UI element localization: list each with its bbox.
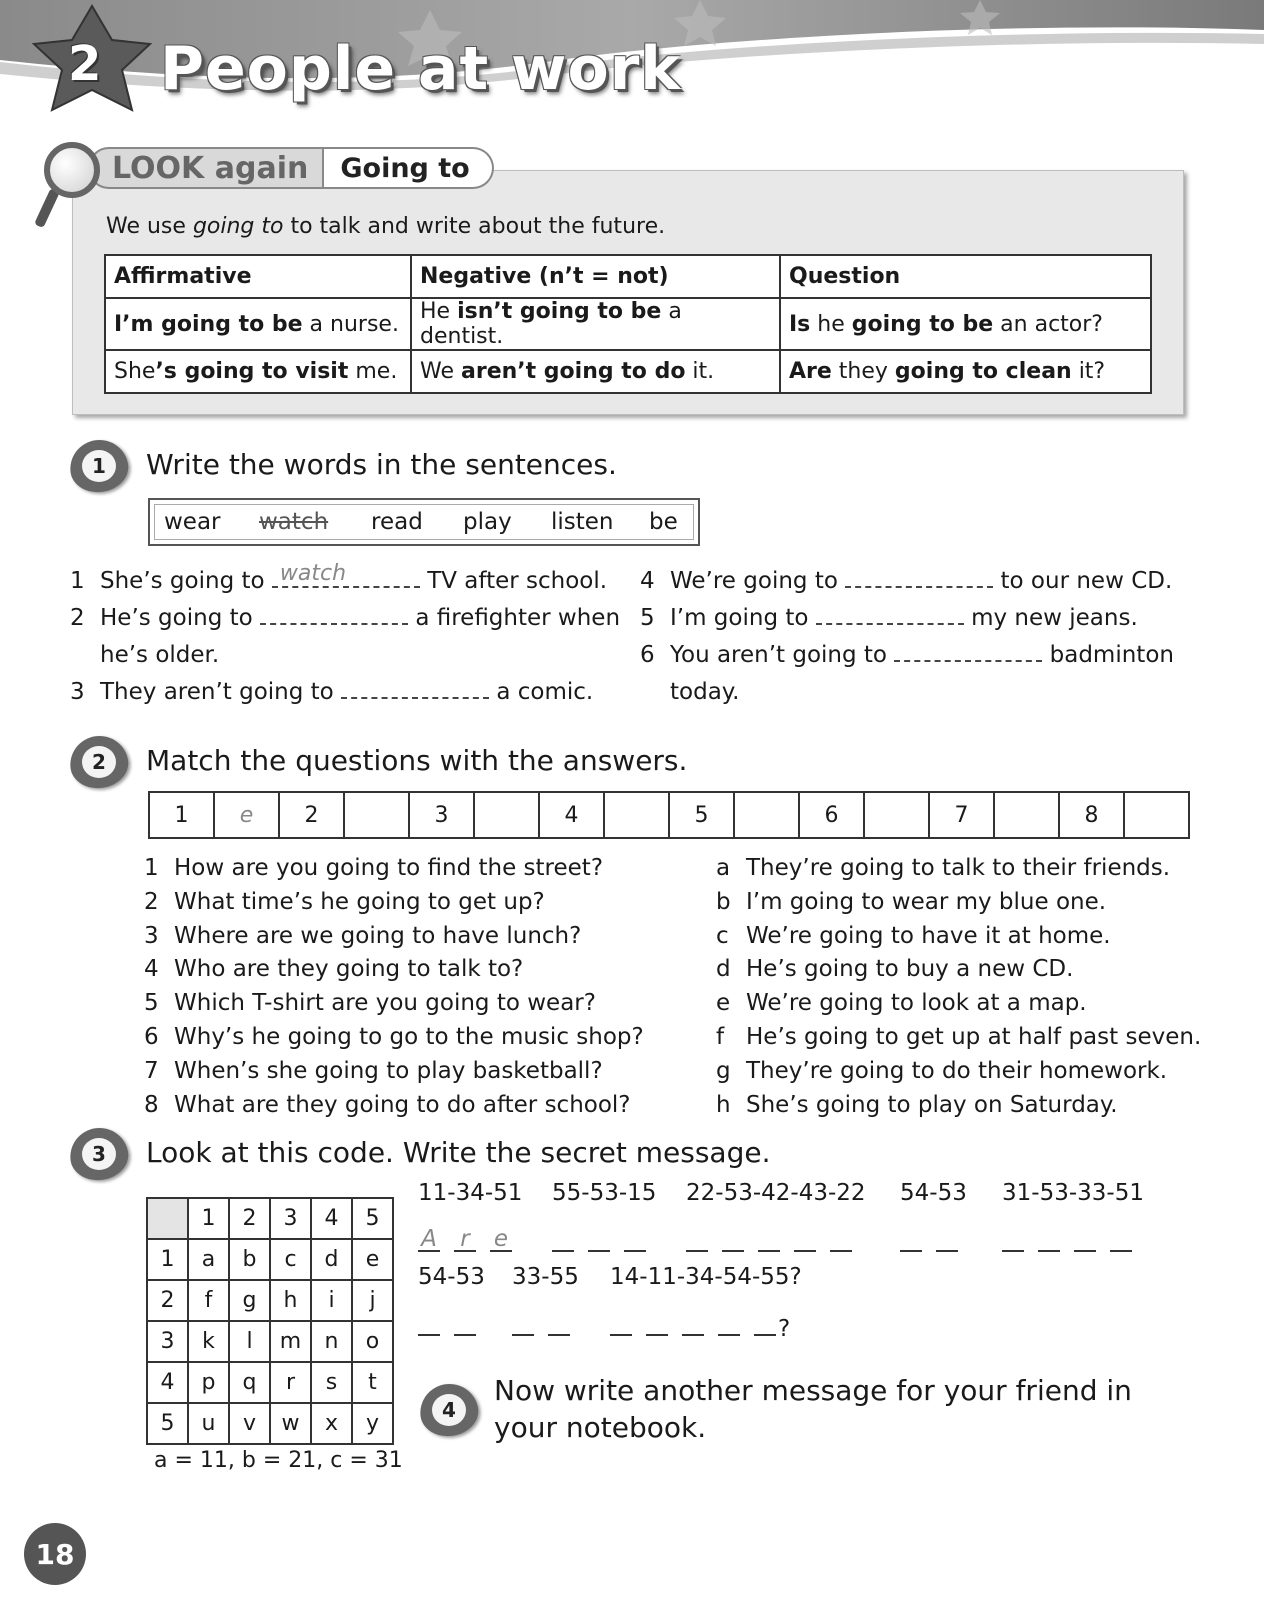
- code-word: 55-53-15: [552, 1180, 657, 1206]
- exercise-1-badge: 1: [70, 440, 128, 492]
- sentence-2-continued: he’s older.: [100, 642, 220, 668]
- list-item: 3 Where are we going to have lunch?: [144, 922, 582, 949]
- code-letter: c: [270, 1239, 311, 1280]
- list-item: 1 How are you going to find the street?: [144, 855, 604, 881]
- grammar-cell: Are they going to clean it?: [780, 350, 1151, 393]
- code-row-header: 2: [147, 1280, 188, 1321]
- code-word: 54-53: [418, 1264, 485, 1290]
- answer-blank[interactable]: watch: [272, 568, 420, 588]
- code-word: 14-11-34-54-55?: [610, 1264, 802, 1290]
- sentence-6-continued: today.: [670, 679, 740, 705]
- code-row-header: 5: [147, 1403, 188, 1444]
- grammar-cell: We aren’t going to do it.: [411, 350, 780, 393]
- code-letter: k: [188, 1321, 229, 1362]
- match-number: 8: [1059, 792, 1124, 838]
- answer-blank[interactable]: [341, 679, 489, 699]
- sentence-6: 6 You aren’t going to badminton: [640, 642, 1174, 668]
- list-item: 8 What are they going to do after school?: [144, 1091, 631, 1118]
- sentence-4: 4 We’re going to to our new CD.: [640, 568, 1173, 594]
- match-answer-cell[interactable]: [474, 792, 539, 838]
- answer-list: [716, 852, 1201, 1122]
- code-letter: i: [311, 1280, 352, 1321]
- look-again-intro: We use going to to talk and write about the future.: [106, 214, 666, 239]
- code-word: 11-34-51: [418, 1180, 523, 1206]
- list-item: 4 Who are they going to talk to?: [144, 956, 524, 983]
- match-number: 7: [929, 792, 994, 838]
- list-item: g They’re going to do their homework.: [716, 1057, 1168, 1084]
- answer-slots[interactable]: [418, 1310, 490, 1342]
- list-item: 7 When’s she going to play basketball?: [144, 1057, 603, 1084]
- match-answer-cell[interactable]: [344, 792, 409, 838]
- code-letter: g: [229, 1280, 270, 1321]
- code-hint: a = 11, b = 21, c = 31: [154, 1448, 403, 1473]
- code-letter: o: [352, 1321, 393, 1362]
- grammar-cell: I’m going to be a nurse.: [105, 298, 411, 350]
- exercise-2-title: Match the questions with the answers.: [146, 744, 688, 777]
- col-negative: Negative (n’t = not): [411, 255, 780, 298]
- word-bank-item: play: [463, 509, 512, 535]
- answer-slots[interactable]: [552, 1226, 660, 1258]
- magnifier-icon: [44, 142, 100, 198]
- code-letter: s: [311, 1362, 352, 1403]
- answer-slots[interactable]: [900, 1226, 972, 1258]
- list-item: f He’s going to get up at half past seven.: [716, 1023, 1202, 1050]
- code-letter: y: [352, 1403, 393, 1444]
- code-row-header: 4: [147, 1362, 188, 1403]
- word-bank-item: be: [649, 509, 678, 535]
- word-bank-item: read: [371, 509, 423, 535]
- match-number: 1: [149, 792, 214, 838]
- code-word: 31-53-33-51: [1002, 1180, 1144, 1206]
- list-item: b I’m going to wear my blue one.: [716, 888, 1107, 915]
- code-letter: r: [270, 1362, 311, 1403]
- code-letter: v: [229, 1403, 270, 1444]
- answer-blank[interactable]: [816, 605, 964, 625]
- exercise-3-title: Look at this code. Write the secret message.: [146, 1136, 771, 1169]
- answer-blank[interactable]: [894, 642, 1042, 662]
- code-grid: [146, 1197, 394, 1445]
- grammar-header-row: [105, 255, 1151, 298]
- list-item: d He’s going to buy a new CD.: [716, 956, 1074, 983]
- grammar-cell: Is he going to be an actor?: [780, 298, 1151, 350]
- code-letter: e: [352, 1239, 393, 1280]
- exercise-1-title: Write the words in the sentences.: [146, 448, 617, 481]
- code-letter: l: [229, 1321, 270, 1362]
- code-letter: w: [270, 1403, 311, 1444]
- grammar-table: [104, 254, 1152, 394]
- grammar-row: [105, 350, 1151, 393]
- match-number: 3: [409, 792, 474, 838]
- code-col-header: 4: [311, 1198, 352, 1239]
- answer-slots[interactable]: A r e: [418, 1226, 526, 1252]
- code-word: 54-53: [900, 1180, 967, 1206]
- match-number: 5: [669, 792, 734, 838]
- code-letter: j: [352, 1280, 393, 1321]
- exercise-3-badge: 3: [70, 1128, 128, 1180]
- code-row-header: 3: [147, 1321, 188, 1362]
- code-letter: p: [188, 1362, 229, 1403]
- look-again-tab: [60, 146, 494, 190]
- match-number: 2: [279, 792, 344, 838]
- match-answer-cell[interactable]: [604, 792, 669, 838]
- list-item: c We’re going to have it at home.: [716, 922, 1111, 949]
- code-letter: m: [270, 1321, 311, 1362]
- col-affirmative: Affirmative: [105, 255, 411, 298]
- code-word: 33-55: [512, 1264, 579, 1290]
- list-item: 2 What time’s he going to get up?: [144, 888, 545, 915]
- code-col-header: 2: [229, 1198, 270, 1239]
- code-row-header: 1: [147, 1239, 188, 1280]
- code-letter: n: [311, 1321, 352, 1362]
- code-col-header: 3: [270, 1198, 311, 1239]
- answer-slots[interactable]: [1002, 1226, 1146, 1258]
- answer-blank[interactable]: [845, 568, 993, 588]
- word-bank-item: listen: [551, 509, 614, 535]
- question-list: [144, 852, 644, 1122]
- list-item: 5 Which T-shirt are you going to wear?: [144, 990, 596, 1017]
- match-answer-cell[interactable]: [734, 792, 799, 838]
- question-mark: ?: [778, 1316, 795, 1342]
- word-bank-item-used: watch: [259, 509, 329, 535]
- code-letter: f: [188, 1280, 229, 1321]
- word-bank: [148, 498, 700, 546]
- answer-slots[interactable]: [512, 1310, 584, 1342]
- sentence-1: 1 She’s going to watch TV after school.: [70, 561, 608, 594]
- grammar-row: [105, 298, 1151, 350]
- code-letter: h: [270, 1280, 311, 1321]
- page-number: 18: [24, 1523, 86, 1585]
- look-again-topic: Going to: [324, 147, 493, 189]
- answer-blank[interactable]: [260, 605, 408, 625]
- code-letter: x: [311, 1403, 352, 1444]
- list-item: h She’s going to play on Saturday.: [716, 1091, 1118, 1118]
- code-letter: b: [229, 1239, 270, 1280]
- list-item: 6 Why’s he going to go to the music shop?: [144, 1023, 644, 1050]
- magnifier-handle-icon: [34, 188, 60, 228]
- code-letter: q: [229, 1362, 270, 1403]
- exercise-4-badge: 4: [420, 1384, 478, 1436]
- list-item: e We’re going to look at a map.: [716, 990, 1087, 1017]
- sentence-5: 5 I’m going to my new jeans.: [640, 605, 1138, 631]
- match-number: 6: [799, 792, 864, 838]
- code-letter: u: [188, 1403, 229, 1444]
- answer-slots[interactable]: [610, 1310, 794, 1342]
- match-answer-cell[interactable]: e: [214, 792, 279, 838]
- answer-slots[interactable]: [686, 1226, 866, 1258]
- code-letter: t: [352, 1362, 393, 1403]
- exercise-2-badge: 2: [70, 736, 128, 788]
- code-col-header: 5: [352, 1198, 393, 1239]
- match-answer-cell[interactable]: [1124, 792, 1189, 838]
- grammar-cell: He isn’t going to be a dentist.: [411, 298, 780, 350]
- sentence-3: 3 They aren’t going to a comic.: [70, 679, 594, 705]
- grammar-cell: She’s going to visit me.: [105, 350, 411, 393]
- match-number: 4: [539, 792, 604, 838]
- exercise-4-title: Now write another message for your friend in your notebook.: [494, 1374, 1132, 1444]
- match-answer-cell[interactable]: [994, 792, 1059, 838]
- word-bank-item: wear: [164, 509, 221, 535]
- look-again-label: LOOK again: [88, 147, 324, 189]
- match-answer-grid: [148, 791, 1190, 839]
- code-letter: a: [188, 1239, 229, 1280]
- code-word: 22-53-42-43-22: [686, 1180, 866, 1206]
- sentence-2: 2 He’s going to a firefighter when: [70, 605, 621, 631]
- list-item: a They’re going to talk to their friends.: [716, 855, 1171, 881]
- code-letter: d: [311, 1239, 352, 1280]
- chapter-number: 2: [68, 36, 102, 92]
- chapter-title: People at work: [160, 34, 682, 104]
- code-corner: [147, 1198, 188, 1239]
- col-question: Question: [780, 255, 1151, 298]
- code-col-header: 1: [188, 1198, 229, 1239]
- match-answer-cell[interactable]: [864, 792, 929, 838]
